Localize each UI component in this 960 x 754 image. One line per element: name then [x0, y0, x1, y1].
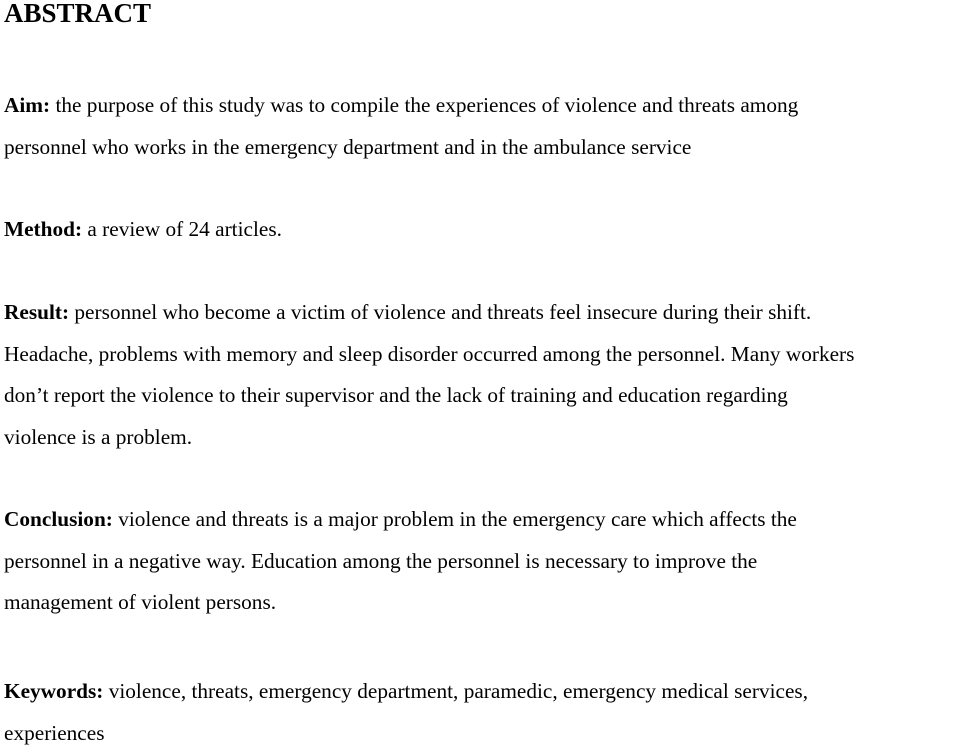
result-line-4: violence is a problem. — [4, 417, 854, 459]
result-line-3: don’t report the violence to their supervisor and the lack of training and education regarding — [4, 375, 854, 417]
aim-paragraph — [4, 85, 798, 168]
keywords-line-2: experiences — [4, 713, 808, 754]
result-line-2: Headache, problems with memory and sleep disorder occurred among the personnel. Many workers — [4, 334, 854, 376]
keywords-paragraph — [4, 671, 808, 754]
aim-label: Aim: — [4, 93, 50, 117]
method-text-1: a review of 24 articles. — [82, 217, 282, 241]
result-paragraph — [4, 292, 854, 458]
conclusion-line-3: management of violent persons. — [4, 582, 797, 624]
keywords-label: Keywords: — [4, 679, 103, 703]
conclusion-line-1 — [4, 499, 797, 541]
conclusion-text-1: violence and threats is a major problem in the emergency care which affects the — [113, 507, 797, 531]
aim-line-1 — [4, 85, 798, 127]
conclusion-paragraph — [4, 499, 797, 624]
keywords-line-1 — [4, 671, 808, 713]
method-label: Method: — [4, 217, 82, 241]
aim-text-1: the purpose of this study was to compile the experiences of violence and threats among — [50, 93, 798, 117]
result-line-1 — [4, 292, 854, 334]
method-line-1 — [4, 209, 282, 251]
method-paragraph — [4, 209, 282, 251]
aim-line-2: personnel who works in the emergency department and in the ambulance service — [4, 127, 798, 169]
result-label: Result: — [4, 300, 69, 324]
conclusion-line-2: personnel in a negative way. Education among the personnel is necessary to improve the — [4, 541, 797, 583]
conclusion-label: Conclusion: — [4, 507, 113, 531]
abstract-heading: ABSTRACT — [4, 0, 151, 30]
keywords-text-1: violence, threats, emergency department, paramedic, emergency medical services, — [103, 679, 808, 703]
result-text-1: personnel who become a victim of violence and threats feel insecure during their shift. — [69, 300, 811, 324]
